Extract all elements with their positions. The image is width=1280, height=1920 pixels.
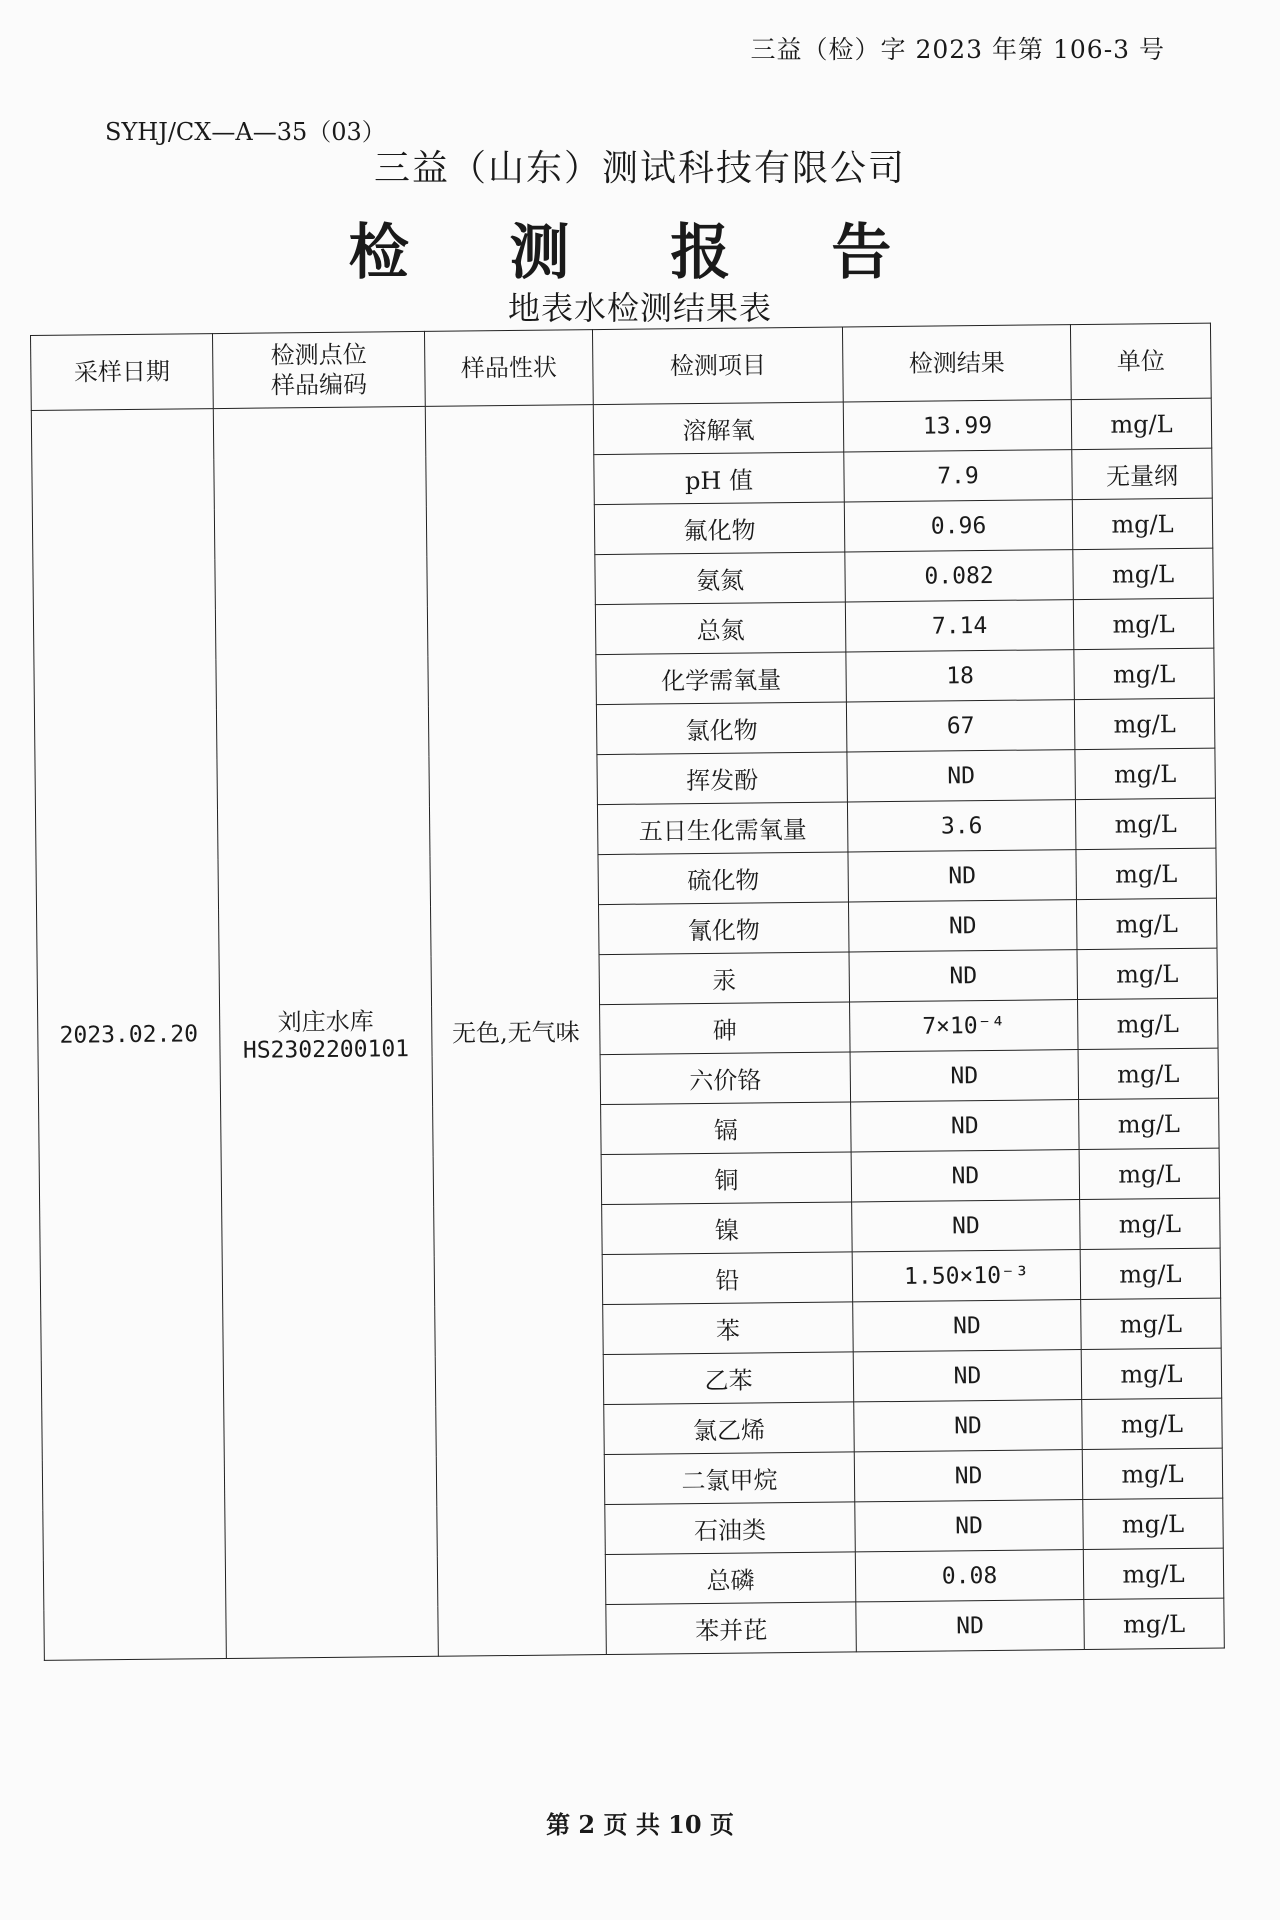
- test-result-cell: 7×10⁻⁴: [850, 1000, 1079, 1052]
- test-result-cell: ND: [848, 900, 1077, 952]
- unit-cell: mg/L: [1077, 948, 1218, 999]
- unit-cell: mg/L: [1073, 598, 1214, 649]
- test-item-cell: 苯: [603, 1302, 854, 1355]
- unit-cell: mg/L: [1076, 848, 1217, 899]
- sampling-date-cell: 2023.02.20: [31, 409, 226, 1661]
- test-item-cell: 氯化物: [596, 702, 847, 755]
- unit-cell: 无量纲: [1072, 448, 1213, 499]
- test-result-cell: 0.082: [845, 550, 1074, 602]
- test-item-cell: 二氯甲烷: [604, 1452, 855, 1505]
- test-result-cell: 7.14: [845, 600, 1074, 652]
- sampling-point-name: 刘庄水库: [277, 1007, 374, 1037]
- test-item-cell: 砷: [600, 1002, 851, 1055]
- unit-cell: mg/L: [1078, 998, 1219, 1049]
- unit-cell: mg/L: [1079, 1098, 1220, 1149]
- sample-appearance-cell: 无色,无气味: [425, 405, 606, 1657]
- test-result-cell: 13.99: [843, 400, 1072, 452]
- test-item-cell: 氯乙烯: [604, 1402, 855, 1455]
- company-name: 三益（山东）测试科技有限公司: [373, 148, 906, 189]
- test-item-cell: 六价铬: [600, 1052, 851, 1105]
- test-result-cell: ND: [847, 750, 1076, 802]
- unit-cell: mg/L: [1072, 498, 1213, 549]
- unit-cell: mg/L: [1082, 1448, 1223, 1499]
- header-unit: 单位: [1070, 323, 1211, 399]
- test-result-cell: 0.08: [855, 1550, 1084, 1602]
- test-item-cell: 氰化物: [598, 902, 849, 955]
- page-number: 第 2 页 共 10 页: [546, 1810, 734, 1839]
- test-result-cell: ND: [852, 1200, 1081, 1252]
- test-result-cell: ND: [849, 950, 1078, 1002]
- test-item-cell: 氟化物: [594, 502, 845, 555]
- test-item-cell: 铅: [602, 1252, 853, 1305]
- test-item-cell: 汞: [599, 952, 850, 1005]
- test-item-cell: 化学需氧量: [596, 652, 847, 705]
- header-sample-appearance: 样品性状: [424, 330, 593, 407]
- test-item-cell: pH 值: [594, 452, 845, 505]
- test-result-cell: 18: [846, 650, 1075, 702]
- unit-cell: mg/L: [1081, 1298, 1222, 1349]
- unit-cell: mg/L: [1074, 698, 1215, 749]
- unit-cell: mg/L: [1071, 398, 1212, 449]
- test-result-cell: 0.96: [844, 500, 1073, 552]
- sampling-point-cell: [213, 406, 438, 1658]
- unit-cell: mg/L: [1083, 1498, 1224, 1549]
- test-item-cell: 氨氮: [595, 552, 846, 605]
- test-result-cell: ND: [854, 1450, 1083, 1502]
- test-result-cell: 3.6: [847, 800, 1076, 852]
- test-result-cell: 1.50×10⁻³: [852, 1250, 1081, 1302]
- test-item-cell: 苯并芘: [606, 1602, 857, 1655]
- test-item-cell: 溶解氧: [593, 402, 844, 455]
- test-item-cell: 总磷: [605, 1552, 856, 1605]
- unit-cell: mg/L: [1084, 1598, 1225, 1649]
- table-header: [31, 323, 1212, 410]
- test-result-cell: 67: [846, 700, 1075, 752]
- unit-cell: mg/L: [1081, 1348, 1222, 1399]
- test-item-cell: 镍: [602, 1202, 853, 1255]
- test-item-cell: 铜: [601, 1152, 852, 1205]
- unit-cell: mg/L: [1079, 1148, 1220, 1199]
- test-item-cell: 硫化物: [598, 852, 849, 905]
- unit-cell: mg/L: [1080, 1198, 1221, 1249]
- header-point-line2: 样品编码: [270, 370, 368, 400]
- unit-cell: mg/L: [1075, 798, 1216, 849]
- results-table: [30, 323, 1225, 1661]
- unit-cell: mg/L: [1074, 648, 1215, 699]
- table-body: [31, 398, 1224, 1660]
- table-subtitle: 地表水检测结果表: [507, 289, 772, 327]
- report-number: 三益（检）字 2023 年第 106-3 号: [750, 35, 1165, 64]
- unit-cell: mg/L: [1078, 1048, 1219, 1099]
- header-test-item: 检测项目: [592, 327, 843, 405]
- unit-cell: mg/L: [1080, 1248, 1221, 1299]
- test-result-cell: ND: [856, 1600, 1085, 1652]
- header-point-line1: 检测点位: [270, 340, 367, 370]
- form-code: SYHJ/CX—A—35（03）: [105, 118, 386, 146]
- test-item-cell: 石油类: [605, 1502, 856, 1555]
- header-sampling-date: 采样日期: [31, 334, 214, 411]
- test-item-cell: 总氮: [595, 602, 846, 655]
- unit-cell: mg/L: [1075, 748, 1216, 799]
- sample-code: HS2302200101: [242, 1036, 410, 1064]
- test-item-cell: 镉: [601, 1102, 852, 1155]
- test-result-cell: ND: [848, 850, 1077, 902]
- test-item-cell: 挥发酚: [597, 752, 848, 805]
- test-result-cell: ND: [851, 1150, 1080, 1202]
- test-result-cell: 7.9: [844, 450, 1073, 502]
- unit-cell: mg/L: [1076, 898, 1217, 949]
- header-sampling-point: [212, 331, 425, 408]
- unit-cell: mg/L: [1073, 548, 1214, 599]
- report-title: 检 测 报 告: [348, 218, 932, 288]
- unit-cell: mg/L: [1083, 1548, 1224, 1599]
- test-item-cell: 五日生化需氧量: [597, 802, 848, 855]
- test-result-cell: ND: [853, 1300, 1082, 1352]
- test-item-cell: 乙苯: [603, 1352, 854, 1405]
- unit-cell: mg/L: [1082, 1398, 1223, 1449]
- test-result-cell: ND: [855, 1500, 1084, 1552]
- test-result-cell: ND: [851, 1100, 1080, 1152]
- test-result-cell: ND: [854, 1400, 1083, 1452]
- test-result-cell: ND: [853, 1350, 1082, 1402]
- test-result-cell: ND: [850, 1050, 1079, 1102]
- header-row: [31, 323, 1212, 410]
- header-test-result: 检测结果: [842, 325, 1071, 402]
